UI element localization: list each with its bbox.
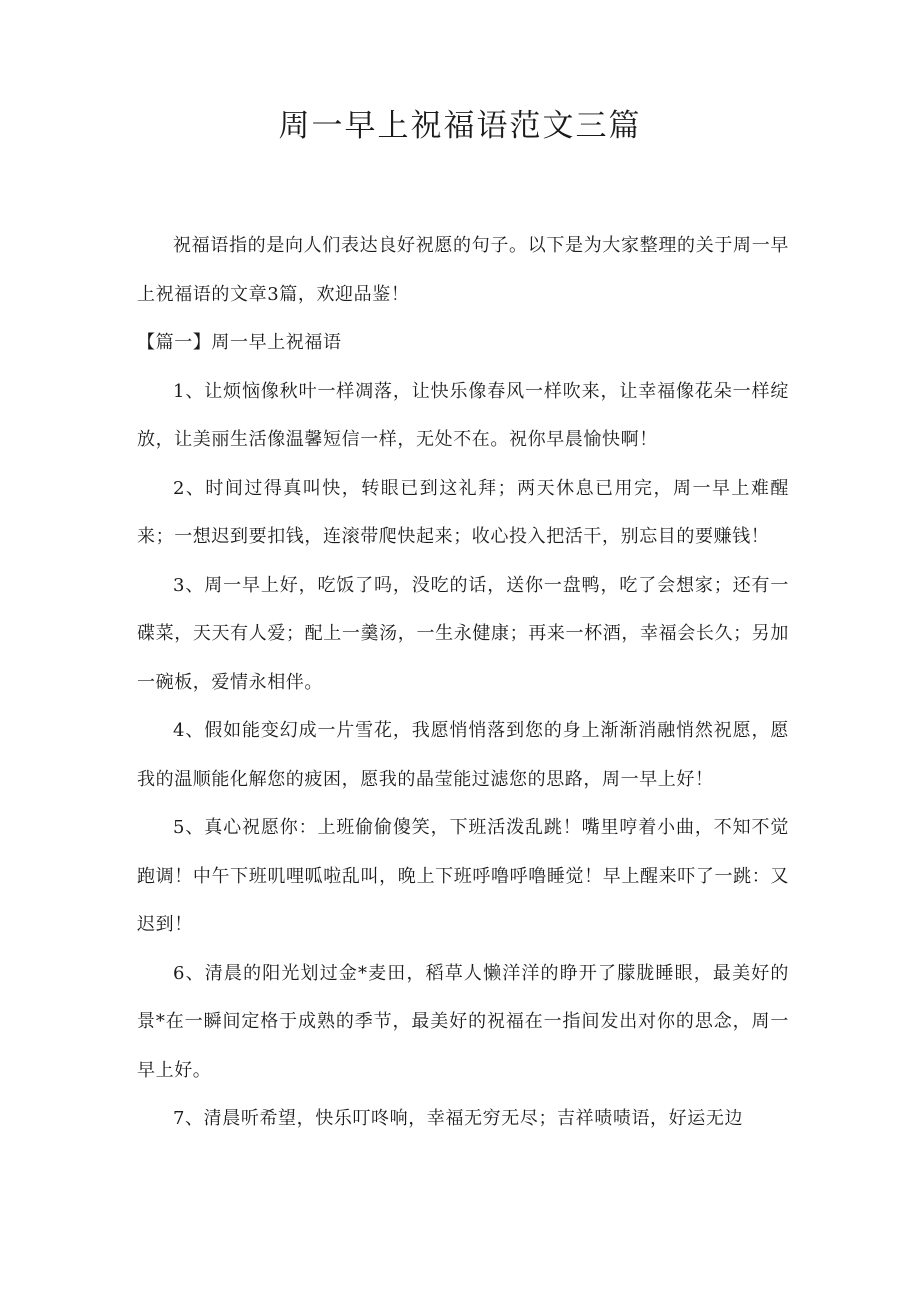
section-heading: 【篇一】周一早上祝福语	[137, 332, 342, 353]
list-item: 1、让烦恼像秋叶一样凋落，让快乐像春风一样吹来，让幸福像花朵一样绽放，让美丽生活像温馨短信一样，无处不在。祝你早晨愉快啊！	[137, 380, 789, 450]
document-title: 周一早上祝福语范文三篇	[278, 108, 642, 144]
list-item: 2、时间过得真叫快，转眼已到这礼拜；两天休息已用完，周一早上难醒来；一想迟到要扣钱，连滚带爬快起来；收心投入把活干，别忘目的要赚钱！	[137, 477, 789, 547]
list-item: 7、清晨听希望，快乐叮咚响，幸福无穷无尽；吉祥啧啧语，好运无边	[173, 1108, 744, 1129]
document-body	[137, 222, 789, 1144]
list-item: 4、假如能变幻成一片雪花，我愿悄悄落到您的身上渐渐消融悄然祝愿，愿我的温顺能化解您的疲困，愿我的晶莹能过滤您的思路，周一早上好！	[137, 720, 789, 790]
intro-paragraph: 祝福语指的是向人们表达良好祝愿的句子。以下是为大家整理的关于周一早上祝福语的文章3篇，欢迎品鉴！	[137, 235, 789, 305]
list-item: 6、清晨的阳光划过金*麦田，稻草人懒洋洋的睁开了朦胧睡眼，最美好的景*在一瞬间定格于成熟的季节，最美好的祝福在一指间发出对你的思念，周一早上好。	[137, 962, 789, 1081]
list-item: 3、周一早上好，吃饭了吗，没吃的话，送你一盘鸭，吃了会想家；还有一碟菜，天天有人爱；配上一羹汤，一生永健康；再来一杯酒，幸福会长久；另加一碗板，爱情永相伴。	[137, 574, 789, 693]
list-item: 5、真心祝愿你：上班偷偷傻笑，下班活泼乱跳！嘴里哼着小曲，不知不觉跑调！中午下班叽哩呱啦乱叫，晚上下班呼噜呼噜睡觉！早上醒来吓了一跳：又迟到！	[137, 817, 789, 935]
